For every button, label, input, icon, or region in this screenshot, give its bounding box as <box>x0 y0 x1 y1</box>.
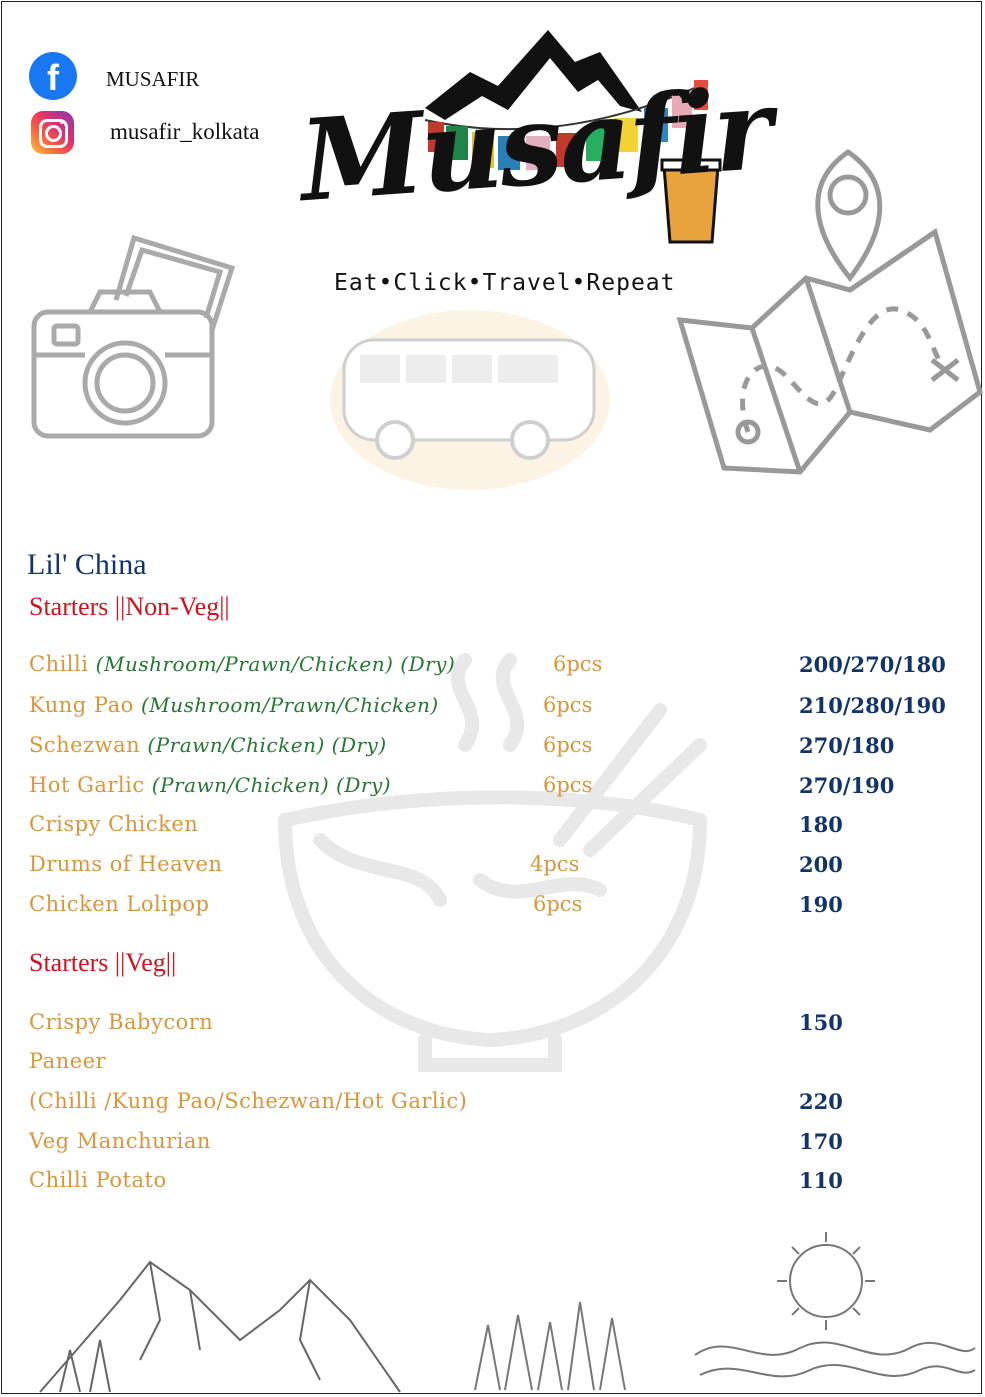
mountains-icon <box>40 1262 400 1392</box>
menu-item-qty: 6pcs <box>533 892 583 916</box>
menu-item-name: Schezwan (Prawn/Chicken) (Dry) <box>29 733 387 757</box>
trees-icon <box>475 1302 625 1390</box>
sun-waves-icon <box>695 1232 975 1376</box>
menu-item-name: Crispy Babycorn <box>29 1010 214 1034</box>
menu-item-name: Chicken Lolipop <box>29 892 210 916</box>
menu-item-price: 210/280/190 <box>799 693 946 718</box>
menu-item-qty: 4pcs <box>530 852 580 876</box>
camera-icon <box>34 238 232 436</box>
facebook-icon: f <box>29 52 77 100</box>
instagram-handle: musafir_kolkata <box>110 119 260 144</box>
noodle-bowl-icon <box>285 660 700 1065</box>
brand-logo-text: Musafir <box>296 63 774 228</box>
map-icon <box>680 152 980 472</box>
menu-item-name: Paneer <box>29 1049 107 1073</box>
menu-item-name: Veg Manchurian <box>29 1129 211 1153</box>
menu-item-price: 270/180 <box>799 733 895 758</box>
menu-item-qty: 6pcs <box>543 773 593 797</box>
menu-item-note: (Mushroom/Prawn/Chicken) (Dry) <box>95 652 456 676</box>
menu-item-note: (Mushroom/Prawn/Chicken) <box>140 693 439 717</box>
menu-item-price: 220 <box>799 1089 843 1114</box>
menu-item-name: Chilli Potato <box>29 1168 167 1192</box>
menu-item-price: 200/270/180 <box>799 652 946 677</box>
menu-item-price: 190 <box>799 892 843 917</box>
menu-item-note: (Prawn/Chicken) (Dry) <box>151 773 392 797</box>
menu-item-name: Hot Garlic (Prawn/Chicken) (Dry) <box>29 773 392 797</box>
menu-item-qty: 6pcs <box>553 652 603 676</box>
menu-item-note: (Prawn/Chicken) (Dry) <box>147 733 387 757</box>
menu-item-price: 180 <box>799 812 843 837</box>
van-icon <box>330 310 610 490</box>
brand-tagline: Eat•Click•Travel•Repeat <box>334 270 676 296</box>
menu-item-qty: 6pcs <box>543 733 593 757</box>
menu-item-name: Drums of Heaven <box>29 852 223 876</box>
menu-item-name: Chilli (Mushroom/Prawn/Chicken) (Dry) <box>29 652 456 676</box>
non-veg-title: Starters ||Non-Veg|| <box>29 592 230 621</box>
menu-item-price: 110 <box>799 1168 843 1193</box>
menu-item-qty: 6pcs <box>543 693 593 717</box>
menu-item-name: Crispy Chicken <box>29 812 199 836</box>
menu-item-price: 150 <box>799 1010 843 1035</box>
menu-item-price: 270/190 <box>799 773 895 798</box>
section-title: Lil' China <box>27 548 147 581</box>
menu-item-name: (Chilli /Kung Pao/Schezwan/Hot Garlic) <box>29 1089 468 1113</box>
menu-item-price: 170 <box>799 1129 843 1154</box>
facebook-handle: MUSAFIR <box>106 67 200 91</box>
menu-item-price: 200 <box>799 852 843 877</box>
menu-item-name: Kung Pao (Mushroom/Prawn/Chicken) <box>29 693 439 717</box>
veg-title: Starters ||Veg|| <box>29 948 177 977</box>
